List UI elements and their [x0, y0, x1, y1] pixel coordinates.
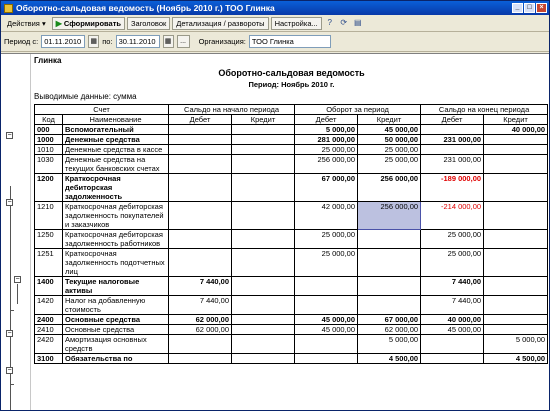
- cell-closing-debit[interactable]: 25 000,00: [421, 249, 484, 277]
- group-tick: [10, 310, 14, 311]
- cell-name[interactable]: Денежные средства: [63, 135, 169, 145]
- cell-opening-debit[interactable]: [169, 354, 232, 364]
- cell-closing-debit[interactable]: 7 440,00: [421, 277, 484, 296]
- report-title: Оборотно-сальдовая ведомость: [218, 68, 365, 78]
- cell-closing-debit[interactable]: 231 000,00: [421, 135, 484, 145]
- cell-opening-credit[interactable]: [232, 125, 295, 135]
- header-name: Наименование: [63, 115, 169, 125]
- cell-opening-debit[interactable]: [169, 230, 232, 249]
- minimize-button[interactable]: _: [512, 3, 523, 13]
- cell-turnover-debit[interactable]: [295, 335, 358, 354]
- maximize-button[interactable]: □: [524, 3, 535, 13]
- app-icon: [4, 4, 13, 13]
- cell-opening-credit[interactable]: [232, 325, 295, 335]
- cell-opening-credit[interactable]: [232, 354, 295, 364]
- cell-closing-debit[interactable]: 7 440,00: [421, 296, 484, 315]
- group-tick: [10, 384, 14, 385]
- cell-closing-credit[interactable]: [484, 296, 548, 315]
- group-collapse-icon[interactable]: −: [7, 367, 12, 374]
- toolbar: [1, 15, 549, 32]
- table-row[interactable]: [35, 135, 548, 145]
- cell-opening-debit[interactable]: 62 000,00: [169, 325, 232, 335]
- header-debit: Дебет: [295, 115, 358, 125]
- cell-turnover-credit[interactable]: 25 000,00: [358, 155, 421, 174]
- detail-button[interactable]: Детализация / развороты: [172, 17, 268, 30]
- group-collapse-icon[interactable]: −: [15, 276, 20, 283]
- cell-code[interactable]: 1200: [35, 174, 63, 202]
- cell-opening-debit[interactable]: [169, 174, 232, 202]
- cell-opening-credit[interactable]: [232, 174, 295, 202]
- org-label: Организация:: [198, 37, 246, 46]
- cell-name[interactable]: Основные средства: [63, 315, 169, 325]
- cell-name[interactable]: Текущие налоговые активы: [63, 277, 169, 296]
- cell-closing-debit[interactable]: 231 000,00: [421, 155, 484, 174]
- cell-turnover-debit[interactable]: 25 000,00: [295, 249, 358, 277]
- generate-button[interactable]: [52, 17, 125, 30]
- cell-opening-credit[interactable]: [232, 296, 295, 315]
- table-row[interactable]: [35, 277, 548, 296]
- table-row[interactable]: [35, 249, 548, 277]
- date-to-input[interactable]: 30.11.2010: [116, 35, 160, 48]
- cell-opening-debit[interactable]: [169, 202, 232, 230]
- report-period: Период: Ноябрь 2010 г.: [248, 80, 335, 89]
- report-params: Выводимые данные: сумма: [34, 92, 137, 101]
- title-bar: [1, 1, 549, 15]
- cell-turnover-credit[interactable]: 5 000,00: [358, 335, 421, 354]
- cell-turnover-debit[interactable]: [295, 277, 358, 296]
- cell-code[interactable]: 1251: [35, 249, 63, 277]
- cell-turnover-credit[interactable]: 62 000,00: [358, 325, 421, 335]
- cell-turnover-credit[interactable]: 50 000,00: [358, 135, 421, 145]
- cell-code[interactable]: 2400: [35, 315, 63, 325]
- cell-closing-credit[interactable]: 4 500,00: [484, 354, 548, 364]
- period-from-label: Период с:: [4, 37, 39, 46]
- cell-closing-debit[interactable]: [421, 125, 484, 135]
- cell-closing-credit[interactable]: [484, 325, 548, 335]
- period-to-label: по:: [102, 37, 113, 46]
- cell-closing-credit[interactable]: [484, 202, 548, 230]
- cell-opening-credit[interactable]: [232, 202, 295, 230]
- cell-turnover-debit[interactable]: 45 000,00: [295, 315, 358, 325]
- table-row[interactable]: [35, 145, 548, 155]
- header-credit: Кредит: [358, 115, 421, 125]
- cell-closing-credit[interactable]: 40 000,00: [484, 125, 548, 135]
- cell-code[interactable]: 1030: [35, 155, 63, 174]
- report-organization: Глинка: [34, 56, 62, 65]
- cell-opening-debit[interactable]: [169, 249, 232, 277]
- header-debit: Дебет: [421, 115, 484, 125]
- cell-turnover-debit[interactable]: [295, 354, 358, 364]
- cell-opening-credit[interactable]: [232, 277, 295, 296]
- cell-closing-debit[interactable]: -214 000,00: [421, 202, 484, 230]
- cell-code[interactable]: 1420: [35, 296, 63, 315]
- cell-code[interactable]: 1250: [35, 230, 63, 249]
- cell-turnover-credit[interactable]: [358, 249, 421, 277]
- cell-turnover-debit[interactable]: 281 000,00: [295, 135, 358, 145]
- cell-turnover-credit[interactable]: [358, 277, 421, 296]
- settings-button[interactable]: Настройка...: [271, 17, 322, 30]
- close-button[interactable]: ×: [536, 3, 547, 13]
- cell-closing-credit[interactable]: [484, 249, 548, 277]
- cell-turnover-credit[interactable]: [358, 296, 421, 315]
- cell-closing-credit[interactable]: [484, 174, 548, 202]
- report-area[interactable]: [1, 53, 549, 410]
- refresh-icon[interactable]: ⟳: [340, 18, 348, 27]
- calendar-icon[interactable]: ▦: [88, 35, 99, 48]
- cell-name[interactable]: Краткосрочная дебиторская задолженность: [63, 174, 169, 202]
- header-button[interactable]: Заголовок: [127, 17, 170, 30]
- cell-closing-credit[interactable]: [484, 230, 548, 249]
- cell-opening-debit[interactable]: 7 440,00: [169, 277, 232, 296]
- play-icon: ▶: [55, 18, 62, 28]
- cell-turnover-debit[interactable]: [295, 296, 358, 315]
- cell-name[interactable]: Основные средства: [63, 325, 169, 335]
- cell-turnover-credit[interactable]: 4 500,00: [358, 354, 421, 364]
- cell-opening-debit[interactable]: [169, 155, 232, 174]
- group-line: [17, 284, 18, 304]
- calendar-icon[interactable]: ▦: [163, 35, 174, 48]
- cell-closing-debit[interactable]: [421, 145, 484, 155]
- table-row[interactable]: [35, 354, 548, 364]
- cell-code[interactable]: 1010: [35, 145, 63, 155]
- cell-name[interactable]: Краткосрочная дебиторская задолженность покупателей и заказчиков: [63, 202, 169, 230]
- cell-closing-debit[interactable]: 45 000,00: [421, 325, 484, 335]
- cell-code[interactable]: 1400: [35, 277, 63, 296]
- cell-opening-credit[interactable]: [232, 145, 295, 155]
- group-line: [10, 186, 11, 410]
- cell-name[interactable]: Краткосрочная задолженность подотчетных лиц: [63, 249, 169, 277]
- cell-turnover-debit[interactable]: 25 000,00: [295, 145, 358, 155]
- table-body: [35, 125, 548, 364]
- cell-opening-debit[interactable]: [169, 145, 232, 155]
- group-collapse-icon[interactable]: −: [7, 330, 12, 337]
- cell-turnover-debit[interactable]: 25 000,00: [295, 230, 358, 249]
- cell-closing-credit[interactable]: [484, 155, 548, 174]
- table-row[interactable]: [35, 174, 548, 202]
- header-debit: Дебет: [169, 115, 232, 125]
- header-account: Счет: [35, 105, 169, 115]
- cell-turnover-credit[interactable]: 45 000,00: [358, 125, 421, 135]
- cell-code[interactable]: 1000: [35, 135, 63, 145]
- cell-closing-debit[interactable]: [421, 335, 484, 354]
- cell-opening-credit[interactable]: [232, 249, 295, 277]
- cell-code[interactable]: 2420: [35, 335, 63, 354]
- cell-code[interactable]: 3100: [35, 354, 63, 364]
- help-icon[interactable]: ?: [327, 18, 332, 27]
- cell-opening-credit[interactable]: [232, 155, 295, 174]
- header-opening: Сальдо на начало периода: [169, 105, 295, 115]
- cell-turnover-debit[interactable]: 45 000,00: [295, 325, 358, 335]
- cell-opening-credit[interactable]: [232, 230, 295, 249]
- org-input[interactable]: ТОО Глинка: [249, 35, 331, 48]
- header-credit: Кредит: [232, 115, 295, 125]
- table-row[interactable]: [35, 296, 548, 315]
- cell-turnover-debit[interactable]: 67 000,00: [295, 174, 358, 202]
- cell-turnover-credit[interactable]: 67 000,00: [358, 315, 421, 325]
- cell-name[interactable]: Обязательства по: [63, 354, 169, 364]
- cell-opening-debit[interactable]: [169, 135, 232, 145]
- table-row[interactable]: [35, 125, 548, 135]
- cell-opening-debit[interactable]: 7 440,00: [169, 296, 232, 315]
- cell-name[interactable]: Краткосрочная дебиторская задолженность работников: [63, 230, 169, 249]
- cell-opening-debit[interactable]: [169, 125, 232, 135]
- cell-turnover-debit[interactable]: 42 000,00: [295, 202, 358, 230]
- cell-turnover-credit[interactable]: 25 000,00: [358, 145, 421, 155]
- cell-opening-credit[interactable]: [232, 135, 295, 145]
- cell-code[interactable]: 2410: [35, 325, 63, 335]
- actions-menu[interactable]: Действия ▾: [7, 18, 46, 28]
- cell-closing-credit[interactable]: [484, 315, 548, 325]
- table-row[interactable]: [35, 155, 548, 174]
- header-code: Код: [35, 115, 63, 125]
- table-row[interactable]: [35, 202, 548, 230]
- cell-turnover-debit[interactable]: 256 000,00: [295, 155, 358, 174]
- cell-turnover-credit[interactable]: [358, 230, 421, 249]
- cell-closing-debit[interactable]: [421, 354, 484, 364]
- group-collapse-icon[interactable]: −: [7, 199, 12, 206]
- cell-turnover-debit[interactable]: 5 000,00: [295, 125, 358, 135]
- cell-name[interactable]: Амортизация основных средств: [63, 335, 169, 354]
- generate-label: Сформировать: [63, 18, 122, 28]
- header-turnover: Оборот за период: [295, 105, 421, 115]
- cell-closing-debit[interactable]: 40 000,00: [421, 315, 484, 325]
- period-choose-button[interactable]: ...: [177, 35, 190, 48]
- cell-closing-debit[interactable]: -189 000,00: [421, 174, 484, 202]
- table-row[interactable]: [35, 325, 548, 335]
- table-row[interactable]: [35, 230, 548, 249]
- cell-opening-credit[interactable]: [232, 335, 295, 354]
- doc-icon[interactable]: ▤: [353, 18, 362, 27]
- cell-closing-credit[interactable]: [484, 277, 548, 296]
- cell-opening-debit[interactable]: [169, 335, 232, 354]
- date-from-input[interactable]: 01.11.2010: [41, 35, 85, 48]
- cell-closing-credit[interactable]: [484, 135, 548, 145]
- cell-turnover-credit[interactable]: 256 000,00: [358, 174, 421, 202]
- cell-closing-credit[interactable]: 5 000,00: [484, 335, 548, 354]
- cell-code[interactable]: 000: [35, 125, 63, 135]
- report-content: [34, 54, 549, 364]
- cell-closing-credit[interactable]: [484, 145, 548, 155]
- cell-turnover-credit[interactable]: 256 000,00: [358, 202, 421, 230]
- balance-table: [34, 104, 548, 364]
- cell-name[interactable]: Денежные средства в кассе: [63, 145, 169, 155]
- grouping-gutter: [1, 54, 31, 410]
- cell-code[interactable]: 1210: [35, 202, 63, 230]
- window-controls: [512, 3, 549, 13]
- header-closing: Сальдо на конец периода: [421, 105, 548, 115]
- cell-name[interactable]: Вспомогательный: [63, 125, 169, 135]
- cell-opening-debit[interactable]: 62 000,00: [169, 315, 232, 325]
- table-row[interactable]: [35, 315, 548, 325]
- header-credit: Кредит: [484, 115, 548, 125]
- cell-closing-debit[interactable]: 25 000,00: [421, 230, 484, 249]
- table-row[interactable]: [35, 335, 548, 354]
- cell-opening-credit[interactable]: [232, 315, 295, 325]
- cell-name[interactable]: Денежные средства на текущих банковских счетах: [63, 155, 169, 174]
- cell-name[interactable]: Налог на добавленную стоимость: [63, 296, 169, 315]
- group-collapse-icon[interactable]: −: [7, 132, 12, 139]
- window-title: Оборотно-сальдовая ведомость (Ноябрь 2010 г.) ТОО Глинка: [16, 3, 275, 13]
- period-bar: [1, 32, 549, 52]
